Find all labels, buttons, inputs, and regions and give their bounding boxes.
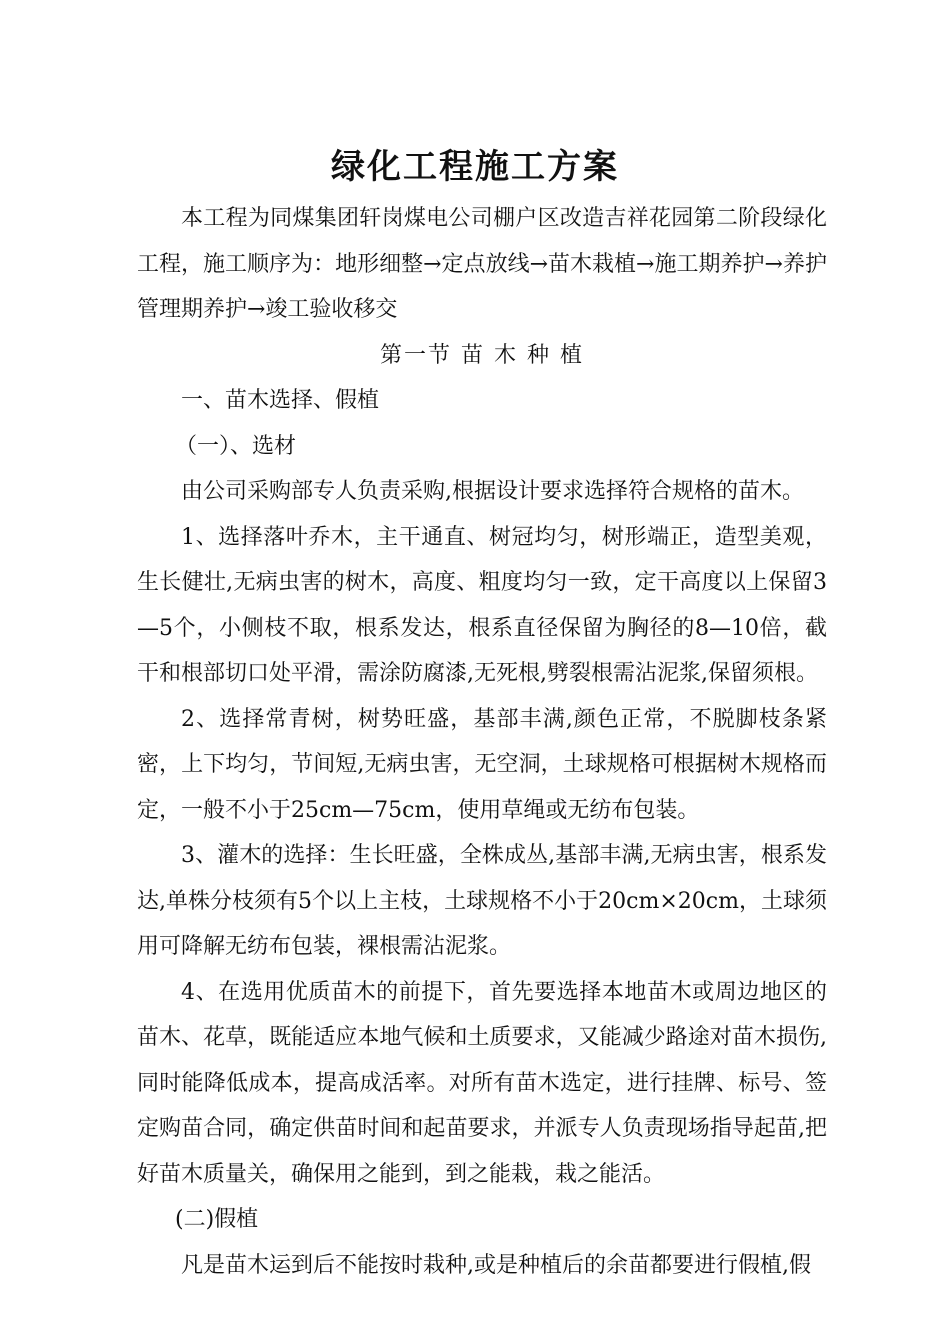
paragraph-item-3: 3、灌木的选择：生长旺盛，全株成丛,基部丰满,无病虫害，根系发达,单株分枝须有5个以上主枝，土球规格不小于20cm×20cm，土球须用可降解无纺布包装，裸根需沾泥浆。 (137, 843, 827, 959)
paragraph-purchase: 由公司采购部专人负责采购,根据设计要求选择符合规格的苗木。 (181, 479, 804, 504)
section-title: 第一节 苗 木 种 植 (380, 342, 584, 368)
intro-paragraph: 本工程为同煤集团轩岗煤电公司棚户区改造吉祥花园第二阶段绿化工程，施工顺序为：地形细整→定点放线→苗木栽植→施工期养护→养护管理期养护→竣工验收移交 (137, 206, 827, 322)
paragraph-item-1: 1、选择落叶乔木，主干通直、树冠均匀，树形端正，造型美观，生长健壮,无病虫害的树木，高度、粗度均匀一致，定干高度以上保留3—5个，小侧枝不取，根系发达，根系直径保留为胸径的8—10倍，截干和根部切口处平滑，需涂防腐漆,无死根,劈裂根需沾泥浆,保留须根。 (137, 524, 827, 686)
paragraph-item-2: 2、选择常青树，树势旺盛，基部丰满,颜色正常，不脱脚枝条紧密，上下均匀，节间短,无病虫害，无空洞，土球规格可根据树木规格而定，一般不小于25cm—75cm，使用草绳或无纺布包装。 (137, 706, 827, 823)
heading-seedling-selection: 一、苗木选择、假植 (181, 388, 380, 413)
subheading-material-selection: （一）、选材 (175, 433, 297, 459)
paragraph-heeling-in: 凡是苗木运到后不能按时栽种,或是种植后的余苗都要进行假植,假 (181, 1252, 811, 1278)
document-body (137, 196, 827, 1288)
subheading-heeling-in: (二)假植 (175, 1207, 259, 1232)
paragraph-item-4: 4、在选用优质苗木的前提下，首先要选择本地苗木或周边地区的苗木、花草，既能适应本地气候和土质要求，又能减少路途对苗木损伤,同时能降低成本，提高成活率。对所有苗木选定，进行挂牌、标号、签定购苗合同，确定供苗时间和起苗要求，并派专人负责现场指导起苗,把好苗木质量关，确保用之能到，到之能栽，栽之能活。 (137, 979, 827, 1187)
document-title: 绿化工程施工方案 (331, 147, 619, 187)
